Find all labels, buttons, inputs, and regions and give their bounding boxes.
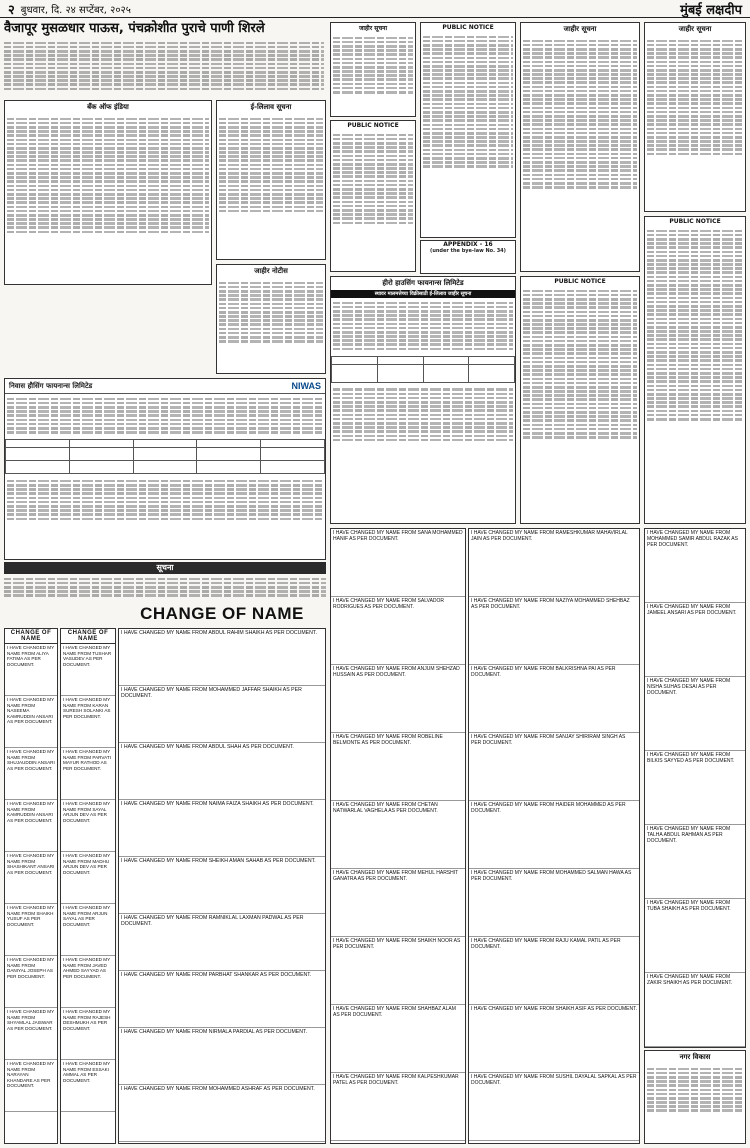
public-notice-english-1: [330, 22, 416, 117]
public-notice-title-3: PUBLIC NOTICE: [347, 122, 399, 129]
list-item: I HAVE CHANGED MY NAME FROM RAJESH DESHMUKH AS PER DOCUMENT.: [61, 1008, 115, 1060]
list-item: I HAVE CHANGED MY NAME FROM MOHAMMED ASHRAF AS PER DOCUMENT.: [119, 1085, 325, 1142]
list-item: I HAVE CHANGED MY NAME FROM ARJUN SAYAL AS PER DOCUMENT.: [61, 904, 115, 956]
nagar-vikas-notice: [644, 1050, 746, 1144]
list-item: I HAVE CHANGED MY NAME FROM ESSAKI AMMAL AS PER DOCUMENT.: [61, 1060, 115, 1112]
change-of-name-subtitle-1: CHANGE OF NAME: [5, 629, 57, 644]
public-notice-title-2: जाहीर सूचना: [358, 25, 388, 32]
list-item: I HAVE CHANGED MY NAME FROM ANJUM SHEHZAD HUSSAIN AS PER DOCUMENT.: [331, 665, 465, 733]
list-item: I HAVE CHANGED MY NAME FROM MADHU ARJUN DEV AS PER DOCUMENT.: [61, 852, 115, 904]
niwas-logo: NIWAS: [291, 381, 321, 391]
jahir-notice-title-3: जाहीर सूचना: [563, 25, 597, 33]
list-item: I HAVE CHANGED MY NAME FROM SHEIKH AMAN SAHAB AS PER DOCUMENT.: [119, 857, 325, 914]
hero-property-table: [331, 356, 515, 383]
list-item: I HAVE CHANGED MY NAME FROM PARVATI MAYUR RATHOD AS PER DOCUMENT.: [61, 748, 115, 800]
list-item: I HAVE CHANGED MY NAME FROM JAMEEL ANSARI AS PER DOCUMENT.: [645, 603, 745, 677]
list-item: I HAVE CHANGED MY NAME FROM SAYAL ARJUN DEV AS PER DOCUMENT.: [61, 800, 115, 852]
public-notice-marathi-3: [644, 22, 746, 212]
change-of-name-subtitle-2: CHANGE OF NAME: [61, 629, 115, 644]
list-item: I HAVE CHANGED MY NAME FROM MOHAMMED JAFFAR SHAIKH AS PER DOCUMENT.: [119, 686, 325, 743]
appendix-box: [420, 240, 516, 274]
list-item: I HAVE CHANGED MY NAME FROM TUBA SHAIKH AS PER DOCUMENT.: [645, 899, 745, 973]
public-notice-title-1: PUBLIC NOTICE: [442, 24, 494, 31]
list-item: I HAVE CHANGED MY NAME FROM SALVADOR RODRIGUES AS PER DOCUMENT.: [331, 597, 465, 665]
list-item: I HAVE CHANGED MY NAME FROM SHYAMLAL JAISWAR AS PER DOCUMENT.: [5, 1008, 57, 1060]
list-item: I HAVE CHANGED MY NAME FROM DANIYAL JOSEPH AS PER DOCUMENT.: [5, 956, 57, 1008]
list-item: I HAVE CHANGED MY NAME FROM SHAIKH NOOR AS PER DOCUMENT.: [331, 937, 465, 1005]
list-item: I HAVE CHANGED MY NAME FROM HAIDER MOHAMMED AS PER DOCUMENT.: [469, 801, 639, 869]
list-item: I HAVE CHANGED MY NAME FROM SUSHIL DAYALAL SAPKAL AS PER DOCUMENT.: [469, 1073, 639, 1141]
headline: वैजापूर मुसळधार पाऊस, पंचक्रोशीत पुराचे पाणी शिरले: [4, 21, 265, 36]
niwas-housing-notice: [4, 378, 326, 560]
list-item: I HAVE CHANGED MY NAME FROM CHETAN NATWARLAL VAGHELA AS PER DOCUMENT.: [331, 801, 465, 869]
list-item: I HAVE CHANGED MY NAME FROM NAZIYA MOHAMMED SHEHBAZ AS PER DOCUMENT.: [469, 597, 639, 665]
list-item: I HAVE CHANGED MY NAME FROM NASEEMA KAMRUDDIN ANSARI AS PER DOCUMENT.: [5, 696, 57, 748]
change-of-name-title: CHANGE OF NAME: [140, 604, 304, 623]
list-item: I HAVE CHANGED MY NAME FROM ZAKIR SHAIKH AS PER DOCUMENT.: [645, 973, 745, 1047]
hero-housing-subtitle: स्थावर मालमत्तेच्या विक्रीसाठी ई-लिलाव जाहीर सूचना: [331, 290, 515, 298]
list-item: I HAVE CHANGED MY NAME FROM KARAN SURESH SOLANKI AS PER DOCUMENT.: [61, 696, 115, 748]
list-item: I HAVE CHANGED MY NAME FROM RAMNIKLAL LAXMAN PADWAL AS PER DOCUMENT.: [119, 914, 325, 971]
bank-notice: [4, 100, 212, 285]
newspaper-name: मुंबई लक्षदीप: [680, 2, 742, 18]
suchana-banner: सूचना: [4, 562, 326, 574]
change-of-name-col-2: [60, 628, 116, 1144]
public-notice-title-5: PUBLIC NOTICE: [669, 218, 721, 225]
appendix-subtitle: (under the bye-law No. 34): [430, 248, 506, 254]
bank-notice-title: बँक ऑफ इंडिया: [87, 103, 129, 111]
change-of-name-col-5: [468, 528, 640, 1144]
list-item: I HAVE CHANGED MY NAME FROM SHAIKH YUSUF AS PER DOCUMENT.: [5, 904, 57, 956]
list-item: I HAVE CHANGED MY NAME FROM BALKRISHNA PAI AS PER DOCUMENT.: [469, 665, 639, 733]
list-item: I HAVE CHANGED MY NAME FROM KAMRUDDIN ANSARI AS PER DOCUMENT.: [5, 800, 57, 852]
change-of-name-col-4: [330, 528, 466, 1144]
list-item: I HAVE CHANGED MY NAME FROM TALHA ABDUL RAHMAN AS PER DOCUMENT.: [645, 825, 745, 899]
change-of-name-col-1: [4, 628, 58, 1144]
jahir-notice-title-1: जाहीर नोटीस: [254, 267, 288, 275]
public-notice-title-4: PUBLIC NOTICE: [554, 278, 606, 285]
niwas-property-table: [5, 439, 325, 474]
eauction-title: ई-लिलाव सूचना: [250, 103, 292, 111]
page-number: २: [8, 2, 15, 18]
issue-date: बुधवार, दि. २४ सप्टेंबर, २०२५: [20, 4, 131, 16]
hero-housing-notice: [330, 276, 516, 524]
masthead: [0, 0, 750, 18]
list-item: I HAVE CHANGED MY NAME FROM BILKIS SAYYED AS PER DOCUMENT.: [645, 751, 745, 825]
appendix-title: APPENDIX - 16: [443, 241, 493, 248]
list-item: I HAVE CHANGED MY NAME FROM PARBHAT SHANKAR AS PER DOCUMENT.: [119, 971, 325, 1028]
list-item: I HAVE CHANGED MY NAME FROM TUSHAR VASUDEV AS PER DOCUMENT.: [61, 644, 115, 696]
nagar-vikas-title: नगर विकास: [679, 1053, 711, 1061]
jahir-notice-title-4: जाहीर सूचना: [678, 25, 712, 33]
list-item: I HAVE CHANGED MY NAME FROM SANJAY SHIRIRAM SINGH AS PER DOCUMENT.: [469, 733, 639, 801]
public-notice-english-2: [330, 120, 416, 272]
public-notice-marathi-2: [520, 22, 640, 272]
change-of-name-col-3: [118, 628, 326, 1144]
public-notice-english-4: [520, 276, 640, 524]
list-item: I HAVE CHANGED MY NAME FROM SANA MOHAMMED HANIF AS PER DOCUMENT.: [331, 529, 465, 597]
list-item: I HAVE CHANGED MY NAME FROM SHASHIKANT ANSARI AS PER DOCUMENT.: [5, 852, 57, 904]
eauction-notice: [216, 100, 326, 260]
list-item: I HAVE CHANGED MY NAME FROM SHAIKH ASIF AS PER DOCUMENT.: [469, 1005, 639, 1073]
list-item: I HAVE CHANGED MY NAME FROM NIRMALA PARDIAL AS PER DOCUMENT.: [119, 1028, 325, 1085]
list-item: I HAVE CHANGED MY NAME FROM RAMESHKUMAR MAHAVIRLAL JAIN AS PER DOCUMENT.: [469, 529, 639, 597]
list-item: I HAVE CHANGED MY NAME FROM JAVED AHMED SAYYAD AS PER DOCUMENT.: [61, 956, 115, 1008]
list-item: I HAVE CHANGED MY NAME FROM MEHUL HARSHIT GANATRA AS PER DOCUMENT.: [331, 869, 465, 937]
public-notice-english-3: [420, 22, 516, 238]
list-item: I HAVE CHANGED MY NAME FROM RAJU KAMAL PATIL AS PER DOCUMENT.: [469, 937, 639, 1005]
list-item: I HAVE CHANGED MY NAME FROM ABDUL RAHIM SHAIKH AS PER DOCUMENT.: [119, 629, 325, 686]
niwas-title: निवास हौसिंग फायनान्स लिमिटेड: [9, 381, 93, 390]
headline-body-text: [4, 40, 324, 100]
public-notice-marathi-1: [216, 264, 326, 374]
list-item: I HAVE CHANGED MY NAME FROM MOHAMMED SAMIR ABDUL RAZAK AS PER DOCUMENT.: [645, 529, 745, 603]
list-item: I HAVE CHANGED MY NAME FROM NARAYAN KHANDARE AS PER DOCUMENT.: [5, 1060, 57, 1112]
change-of-name-col-6: [644, 528, 746, 1048]
list-item: I HAVE CHANGED MY NAME FROM ALIYA FATIMA AS PER DOCUMENT.: [5, 644, 57, 696]
hero-housing-title: हीरो हाउसिंग फायनान्स लिमिटेड: [382, 279, 464, 287]
list-item: I HAVE CHANGED MY NAME FROM KALPESHKUMAR PATEL AS PER DOCUMENT.: [331, 1073, 465, 1141]
list-item: I HAVE CHANGED MY NAME FROM SHUJAUDDIN ANSARI AS PER DOCUMENT.: [5, 748, 57, 800]
headline-box: [4, 20, 324, 38]
list-item: I HAVE CHANGED MY NAME FROM MOHAMMED SALMAN HAWA AS PER DOCUMENT.: [469, 869, 639, 937]
list-item: I HAVE CHANGED MY NAME FROM NAIMA FAIZA SHAIKH AS PER DOCUMENT.: [119, 800, 325, 857]
list-item: I HAVE CHANGED MY NAME FROM ROBELINE BELMONTE AS PER DOCUMENT.: [331, 733, 465, 801]
list-item: I HAVE CHANGED MY NAME FROM SHAHBAZ ALAM AS PER DOCUMENT.: [331, 1005, 465, 1073]
list-item: I HAVE CHANGED MY NAME FROM NISHA SUHAS DESAI AS PER DOCUMENT.: [645, 677, 745, 751]
suchana-body: [4, 576, 326, 600]
list-item: I HAVE CHANGED MY NAME FROM ABDUL SHAH AS PER DOCUMENT.: [119, 743, 325, 800]
public-notice-english-5: [644, 216, 746, 524]
